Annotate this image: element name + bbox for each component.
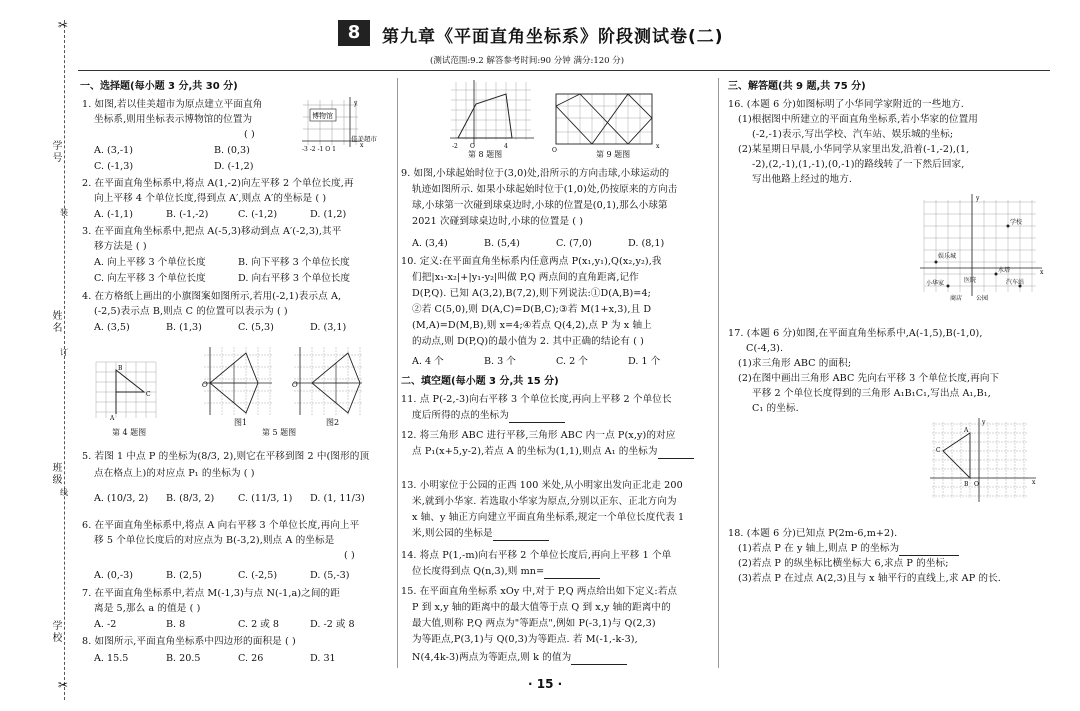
q1-fig-market: 佳美超市 (351, 135, 377, 143)
q16-line-5: -2),(2,-1),(1,-1),(0,-1)的路线转了一下然后回家, (752, 159, 965, 170)
q2-opt-d[interactable]: D. (1,2) (310, 209, 347, 220)
q8-options (94, 651, 336, 666)
svg-text:C: C (146, 391, 151, 398)
page-title: 第九章《平面直角坐标系》阶段测试卷(二) (382, 27, 724, 47)
svg-text:y: y (982, 419, 986, 426)
q16-line-6: 写出他路上经过的地方. (752, 174, 853, 185)
q14-line-2 (412, 564, 600, 579)
q17-line-6: C₁ 的坐标. (752, 403, 799, 414)
q7-opt-d[interactable]: D. -2 或 8 (310, 619, 355, 630)
q9-opt-d[interactable]: D. (8,1) (628, 238, 665, 249)
q4-opt-b[interactable]: B. (1,3) (166, 322, 202, 333)
q2-opt-b[interactable]: B. (-1,-2) (166, 209, 209, 220)
q13-text: 米,则公园的坐标是 (412, 528, 493, 539)
q1-line-1: 1. 如图,若以佳美超市为原点建立平面直角 (82, 99, 263, 110)
q4-opt-c[interactable]: C. (5,3) (238, 322, 274, 333)
q5-figure-1 (202, 345, 272, 417)
q10-line-5: (M,A)=D(M,B),则 x=4;④若点 Q(4,2),点 P 为 x 轴上 (412, 320, 652, 331)
q16-figure-map (918, 192, 1048, 308)
q16-line-2: (1)根据图中所建立的平面直角坐标系,若小华家的位置用 (738, 114, 978, 125)
scissors-icon-bottom: ✂ (58, 678, 69, 692)
q7-opt-c[interactable]: C. 2 或 8 (238, 619, 279, 630)
q7-opt-a[interactable]: A. -2 (94, 619, 117, 630)
q10-line-3: D(P,Q). 已知 A(3,2),B(7,2),则下列说法:①D(A,B)=4; (412, 288, 651, 299)
q4-line-2: (-2,5)表示点 B,则点 C 的位置可以表示为 ( ) (94, 306, 288, 317)
q10-options (412, 354, 660, 369)
q8-opt-d[interactable]: D. 31 (310, 653, 336, 664)
q3-opt-a[interactable]: A. 向上平移 3 个单位长度 (94, 257, 206, 268)
q5-fig2-caption: 图2 (326, 418, 340, 427)
section-answer-title: 三、解答题(共 9 题,共 75 分) (728, 81, 866, 92)
q4-opt-a[interactable]: A. (3,5) (94, 322, 130, 333)
q10-line-1: 10. 定义:在平面直角坐标系内任意两点 P(x₁,y₁),Q(x₂,y₂),我 (401, 256, 662, 267)
q16-fig-water: 水塔 (998, 267, 1011, 274)
side-label-student-no: 学号 (50, 140, 61, 164)
svg-text:C: C (936, 447, 941, 454)
q10-line-2: 们把|x₁-x₂|+|y₁-y₂|叫做 P,Q 两点间的直角距离,记作 (412, 272, 639, 283)
q1-line-2: 坐标系,则用坐标表示博物馆的位置为 (94, 114, 253, 125)
q18-line-2 (738, 541, 959, 556)
q9-opt-c[interactable]: C. (7,0) (556, 238, 592, 249)
q5-opt-b[interactable]: B. (8/3, 2) (166, 493, 215, 504)
q4-fig-caption: 第 4 题图 (112, 428, 147, 437)
q1-line-3: ( ) (244, 129, 255, 140)
q16-fig-home: 小华家 (926, 280, 945, 287)
q1-opt-a[interactable]: A. (3,-1) (94, 145, 134, 156)
svg-text:A: A (964, 427, 969, 434)
q17-line-5: 平移 2 个单位长度得到的三角形 A₁B₁C₁,写出点 A₁,B₁, (752, 388, 991, 399)
q1-opt-b[interactable]: B. (0,3) (214, 145, 250, 156)
q7-opt-b[interactable]: B. 8 (166, 619, 186, 630)
q18-text-1: (1)若点 P 在 y 轴上,则点 P 的坐标为 (738, 543, 900, 554)
q9-opt-b[interactable]: B. (5,4) (484, 238, 520, 249)
svg-text:y: y (354, 100, 358, 107)
q12-line-2 (412, 444, 694, 459)
q3-options-row1 (94, 255, 350, 270)
q18-line-4: (3)若点 P 在过点 A(2,3)且与 x 轴平行的直线上,求 AP 的长. (738, 573, 1001, 584)
cut-mark-1: 装 (60, 208, 68, 217)
q11-answer-blank[interactable] (509, 412, 565, 423)
cut-mark-2: 订 (60, 348, 68, 357)
q15-line-5 (412, 650, 627, 665)
q2-opt-a[interactable]: A. (-1,1) (94, 209, 134, 220)
q1-options-row2 (94, 159, 253, 174)
q12-answer-blank[interactable] (658, 448, 694, 459)
q5-opt-a[interactable]: A. (10/3, 2) (94, 493, 149, 504)
q2-options (94, 207, 346, 222)
q6-line-2: 移 5 个单位长度后的对应点为 B(-3,2),则点 A 的坐标是 (94, 535, 335, 546)
q11-text: 度后所得的点的坐标为 (412, 410, 509, 421)
q5-opt-d[interactable]: D. (1, 11/3) (310, 493, 365, 504)
q4-line-1: 4. 在方格纸上画出的小旗图案如图所示,若用(-2,1)表示点 A, (82, 291, 342, 302)
q2-opt-c[interactable]: C. (-1,2) (238, 209, 278, 220)
q3-options-row2 (94, 271, 350, 286)
q8-line-1: 8. 如图所示,平面直角坐标系中四边形的面积是 ( ) (82, 636, 296, 647)
q12-text: 点 P₁(x+5,y-2),若点 A 的坐标为(1,1),则点 A₁ 的坐标为 (412, 446, 658, 457)
q3-opt-c[interactable]: C. 向左平移 3 个单位长度 (94, 273, 206, 284)
q17-line-1: 17. (本题 6 分)如图,在平面直角坐标系中,A(-1,5),B(-1,0), (728, 328, 983, 339)
q15-text: N(4,4k-3)两点为等距点,则 k 的值为 (412, 652, 572, 663)
q9-options (412, 236, 664, 251)
section-fill-title: 二、填空题(每小题 3 分,共 15 分) (401, 376, 559, 387)
q10-opt-a[interactable]: A. 4 个 (412, 356, 444, 367)
q6-opt-b[interactable]: B. (2,5) (166, 570, 202, 581)
svg-text:-3 -2 -1 O 1: -3 -2 -1 O 1 (302, 146, 336, 153)
q16-line-4: (2)某星期日早晨,小华同学从家里出发,沿着(-1,-2),(1, (738, 144, 970, 155)
q8-figure (446, 80, 536, 152)
header-rule (78, 70, 1050, 71)
side-label-name: 姓名 (50, 310, 61, 334)
q10-opt-d[interactable]: D. 1 个 (628, 356, 661, 367)
q3-line-2: 移方法是 ( ) (94, 241, 147, 252)
svg-text:A: A (110, 415, 115, 422)
q16-line-1: 16. (本题 6 分)如图标明了小华同学家附近的一些地方. (728, 99, 964, 110)
q17-figure-grid (928, 418, 1044, 504)
q15-answer-blank[interactable] (571, 654, 627, 665)
svg-text:x: x (360, 142, 364, 149)
svg-text:x: x (656, 143, 660, 150)
scissors-icon-top: ✂ (58, 18, 69, 32)
q6-opt-a[interactable]: A. (0,-3) (94, 570, 134, 581)
q1-opt-d[interactable]: D. (-1,2) (214, 161, 254, 172)
q5-line-2: 点在格点上)的对应点 P₁ 的坐标为 ( ) (94, 468, 255, 479)
q9-line-2: 轨迹如图所示. 如果小球起始时位于(1,0)处,仍按原来的方向击 (412, 184, 678, 195)
chapter-badge: 8 (338, 20, 370, 46)
q14-text: 位长度得到点 Q(n,3),则 mn= (412, 566, 545, 577)
q13-answer-blank[interactable] (493, 530, 549, 541)
q18-line-1: 18. (本题 6 分)已知点 P(2m-6,m+2). (728, 528, 898, 539)
q9-opt-a[interactable]: A. (3,4) (412, 238, 448, 249)
column-divider-1 (397, 78, 398, 668)
q6-opt-d[interactable]: D. (5,-3) (310, 570, 350, 581)
q1-opt-c[interactable]: C. (-1,3) (94, 161, 134, 172)
q15-line-3: 最大值,则称 P,Q 两点为"等距点",例如 P(-3,1)与 Q(2,3) (412, 618, 656, 629)
q13-line-2: 米,就到小华家. 若选取小华家为原点,分别以正东、正北方向为 (412, 496, 677, 507)
svg-text:B: B (964, 481, 969, 488)
q17-line-4: (2)在图中画出三角形 ABC 先向右平移 3 个单位长度,再向下 (738, 373, 1000, 384)
q4-figure-flag (96, 362, 166, 422)
q9-line-1: 9. 如图,小球起始时位于(3,0)处,沿所示的方向击球,小球运动的 (401, 168, 670, 179)
q16-line-3: (-2,-1)表示,写出学校、汽车站、娱乐城的坐标; (752, 129, 954, 140)
q16-fig-hospital: 医院 (964, 277, 977, 284)
q9-line-3: 球,小球第一次碰到球桌边时,小球的位置是(0,1),那么小球第 (412, 200, 668, 211)
q10-opt-b[interactable]: B. 3 个 (484, 356, 516, 367)
svg-text:O: O (974, 481, 979, 488)
q4-opt-d[interactable]: D. (3,1) (310, 322, 347, 333)
q11-line-1: 11. 点 P(-2,-3)向右平移 3 个单位长度,再向上平移 2 个单位长 (401, 394, 672, 405)
q16-fig-store: 商店 (950, 295, 963, 302)
q18-line-3: (2)若点 P 的纵坐标比横坐标大 6,求点 P 的坐标; (738, 558, 949, 569)
q6-options (94, 568, 349, 583)
q6-opt-c[interactable]: C. (-2,5) (238, 570, 278, 581)
q15-line-1: 15. 在平面直角坐标系 xOy 中,对于 P,Q 两点给出如下定义:若点 (401, 586, 678, 597)
q8-opt-a[interactable]: A. 15.5 (94, 653, 129, 664)
q6-line-3: ( ) (344, 550, 355, 561)
q2-line-1: 2. 在平面直角坐标系中,将点 A(1,-2)向左平移 2 个单位长度,再 (82, 178, 354, 189)
section-choice-title: 一、选择题(每小题 3 分,共 30 分) (80, 81, 238, 92)
q15-line-2: P 到 x,y 轴的距离中的最大值等于点 Q 到 x,y 轴的距离中的 (412, 602, 671, 613)
q16-fig-amusement: 娱乐城 (938, 253, 957, 260)
q14-answer-blank[interactable] (544, 568, 600, 579)
q1-fig-museum: 博物馆 (312, 112, 333, 120)
svg-text:O: O (292, 381, 298, 389)
q8-fig-caption: 第 8 题图 (468, 150, 503, 159)
q10-line-6: 的动点,则 D(P,Q)的最小值为 2. 其中正确的结论有 ( ) (412, 336, 644, 347)
svg-text:x: x (1032, 479, 1036, 486)
cut-mark-3: 线 (60, 488, 68, 497)
q16-fig-bus: 汽车站 (1006, 279, 1025, 286)
q3-opt-b[interactable]: B. 向下平移 3 个单位长度 (238, 257, 350, 268)
q12-line-1: 12. 将三角形 ABC 进行平移,三角形 ABC 内一点 P(x,y)的对应 (401, 430, 676, 441)
side-label-class: 班级 (50, 462, 61, 486)
q4-options (94, 320, 346, 335)
q16-fig-school: 学校 (1010, 219, 1023, 226)
q9-fig-caption: 第 9 题图 (596, 150, 631, 159)
q3-opt-d[interactable]: D. 向右平移 3 个单位长度 (238, 273, 350, 284)
q3-line-1: 3. 在平面直角坐标系中,把点 A(-5,3)移动到点 A′(-2,3),其平 (82, 226, 342, 237)
q9-line-4: 2021 次碰到球桌边时,小球的位置是 ( ) (412, 216, 584, 227)
svg-text:4: 4 (504, 143, 508, 150)
q17-line-3: (1)求三角形 ABC 的面积; (738, 358, 852, 369)
q15-line-4: 为等距点,P(3,1)与 Q(0,3)为等距点. 若 M(-1,-k-3), (412, 634, 638, 645)
q6-line-1: 6. 在平面直角坐标系中,将点 A 向右平移 3 个单位长度,再向上平 (82, 520, 360, 531)
q8-opt-c[interactable]: C. 26 (238, 653, 264, 664)
q13-line-1: 13. 小明家位于公园的正西 100 米处,从小明家出发向正北走 200 (401, 480, 683, 491)
q1-options-row1 (94, 143, 250, 158)
q5-opt-c[interactable]: C. (11/3, 1) (238, 493, 293, 504)
q7-options (94, 617, 355, 632)
side-label-school: 学校 (50, 620, 61, 644)
q5-options (94, 491, 365, 506)
q7-line-1: 7. 在平面直角坐标系中,若点 M(-1,3)与点 N(-1,a)之间的距 (82, 588, 340, 599)
svg-text:O: O (552, 147, 557, 154)
q18-answer-blank[interactable] (899, 545, 959, 556)
q14-line-1: 14. 将点 P(1,-m)向右平移 2 个单位长度后,再向上平移 1 个单 (401, 550, 672, 561)
q10-opt-c[interactable]: C. 2 个 (556, 356, 588, 367)
q11-line-2 (412, 408, 565, 423)
q8-opt-b[interactable]: B. 20.5 (166, 653, 201, 664)
svg-text:O: O (202, 381, 208, 389)
q2-line-2: 向上平移 4 个单位长度,得到点 A′,则点 A′的坐标是 ( ) (94, 193, 327, 204)
page-subtitle: (测试范围:9.2 解答参考时间:90 分钟 满分:120 分) (430, 56, 625, 66)
page-number: · 15 · (528, 677, 563, 691)
q13-line-3: x 轴、y 轴正方向建立平面直角坐标系,规定一个单位长度代表 1 (412, 512, 685, 523)
svg-text:-2: -2 (452, 143, 458, 150)
q10-line-4: ②若 C(5,0),则 D(A,C)=D(B,C);③若 M(1+x,3),且 D (412, 304, 652, 315)
svg-text:O: O (470, 143, 475, 150)
column-divider-2 (718, 78, 719, 668)
q16-fig-park: 公园 (976, 295, 989, 302)
svg-text:x: x (1040, 269, 1044, 276)
q5-line-1: 5. 若图 1 中点 P 的坐标为(8/3, 2),则它在平移到图 2 中(图形的顶 (82, 451, 370, 462)
q1-figure (298, 95, 388, 155)
q5-fig1-caption: 图1 (234, 418, 248, 427)
q7-line-2: 离是 5,那么 a 的值是 ( ) (94, 603, 201, 614)
q5-figure-2 (292, 345, 362, 417)
q9-figure (552, 92, 668, 154)
svg-text:B: B (118, 365, 123, 372)
q17-line-2: C(-4,3). (746, 343, 784, 354)
svg-text:y: y (976, 195, 980, 202)
q5-fig-caption: 第 5 题图 (262, 428, 297, 437)
q13-line-4 (412, 526, 549, 541)
